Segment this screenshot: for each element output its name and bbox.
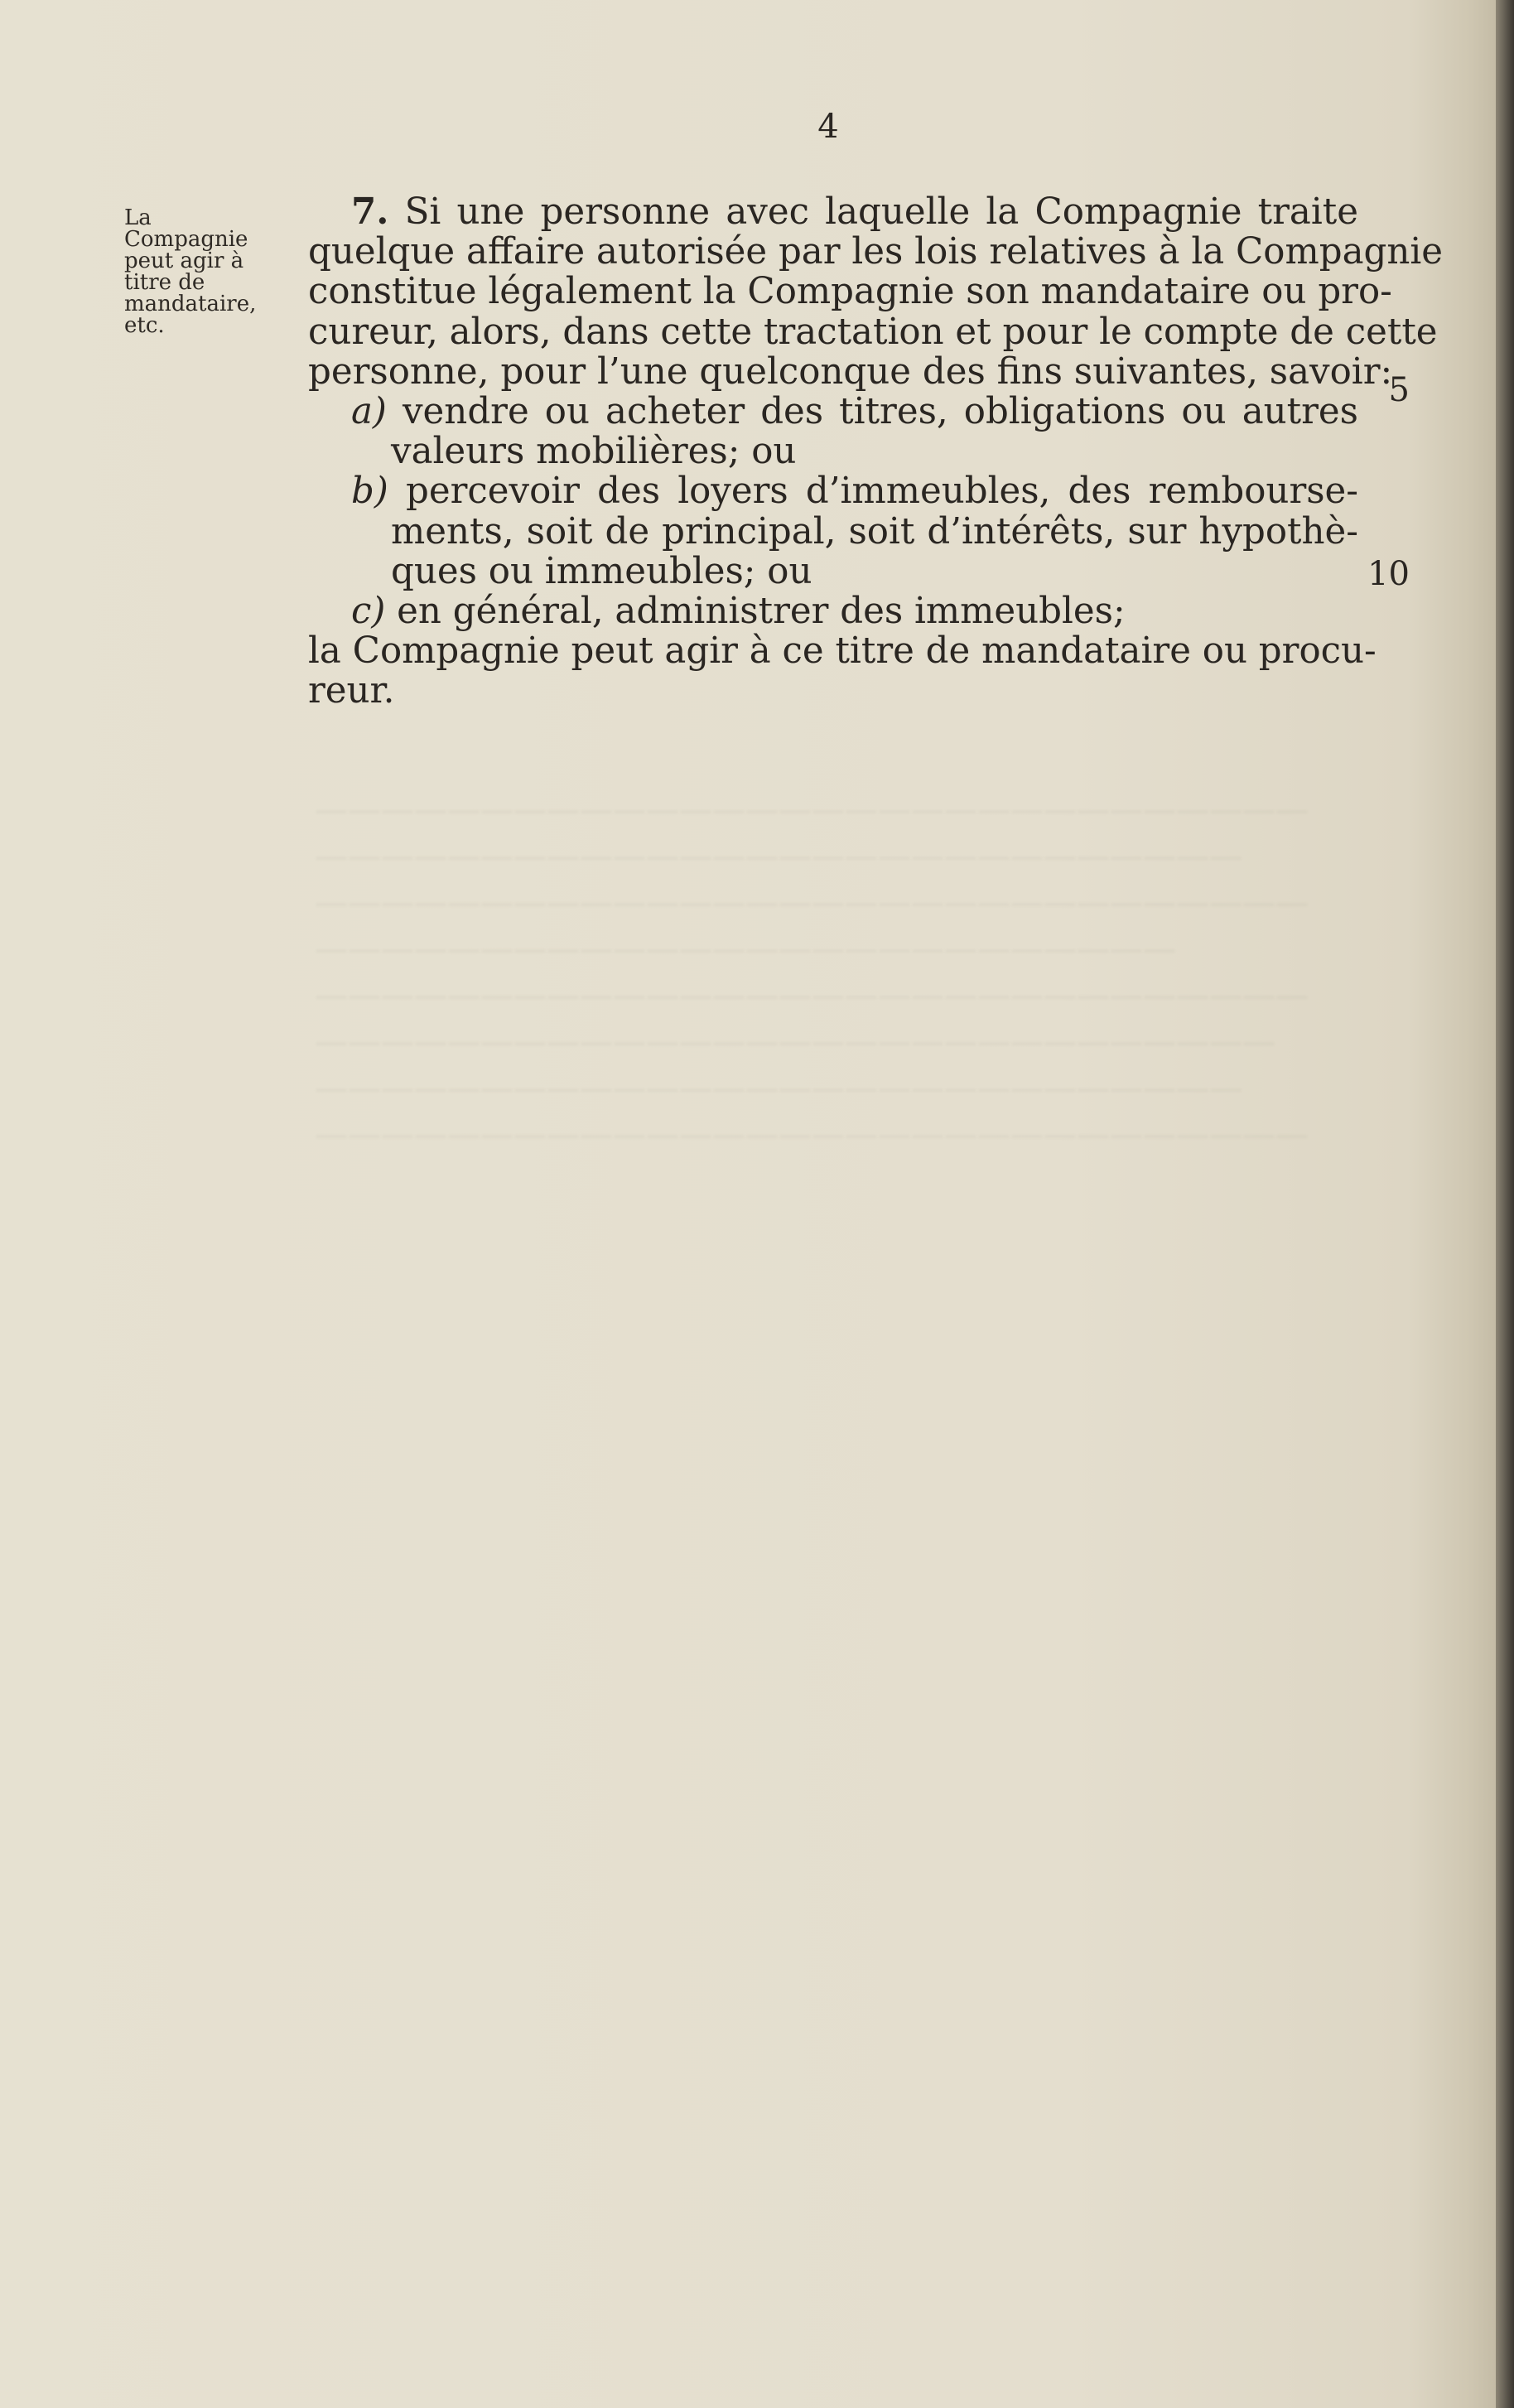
- item-c-line: [308, 591, 1358, 631]
- item-text: en général, administrer des immeubles;: [397, 591, 1126, 633]
- section-first-line: [308, 192, 1358, 232]
- margin-note-line: La: [124, 205, 152, 230]
- margin-note-line: etc.: [124, 313, 165, 338]
- margin-note-line: titre de: [124, 270, 205, 295]
- item-a-label: a): [351, 391, 387, 433]
- page-number: 4: [817, 108, 839, 146]
- line-number-10: 10: [1367, 555, 1410, 593]
- margin-note: [124, 207, 290, 336]
- margin-note-line: Compagnie: [124, 227, 248, 252]
- closing-line: la Compagnie peut agir à ce titre de mandataire ou procu-: [308, 630, 1377, 673]
- item-text: percevoir des loyers d’immeubles, des rembourse-: [406, 471, 1359, 513]
- show-through-text: —————————————————————————————— ———————————————————————————— —————————————————————————————— —————————————————————————— —————————————————————————————— ————————————————————————————— ———————————————————————————— ——————————————————————————————: [315, 791, 1309, 1154]
- margin-note-line: peut agir à: [124, 249, 244, 273]
- item-text: valeurs mobilières; ou: [391, 431, 797, 473]
- section-line: quelque affaire autorisée par les lois relatives à la Compagnie: [308, 231, 1444, 273]
- margin-note-line: mandataire,: [124, 292, 257, 316]
- section-line: personne, pour l’une quelconque des fins suivantes, savoir:: [308, 350, 1393, 393]
- book-gutter: [1496, 0, 1514, 2408]
- item-b-line: [308, 471, 1358, 511]
- closing-line: reur.: [308, 670, 395, 712]
- item-b-label: b): [351, 471, 388, 513]
- line-number-5: 5: [1388, 371, 1410, 409]
- item-text: ments, soit de principal, soit d’intérêts, sur hypothè-: [391, 510, 1358, 553]
- item-a-line: [308, 392, 1358, 432]
- section-number: 7.: [351, 191, 389, 233]
- item-text: vendre ou acheter des titres, obligations ou autres: [402, 391, 1359, 433]
- item-c-label: c): [351, 591, 386, 633]
- section-line: Si une personne avec laquelle la Compagnie traite: [404, 191, 1359, 233]
- item-text: ques ou immeubles; ou: [391, 550, 812, 592]
- section-line: constitue légalement la Compagnie son mandataire ou pro-: [308, 271, 1392, 313]
- section-line: cureur, alors, dans cette tractation et pour le compte de cette: [308, 311, 1438, 353]
